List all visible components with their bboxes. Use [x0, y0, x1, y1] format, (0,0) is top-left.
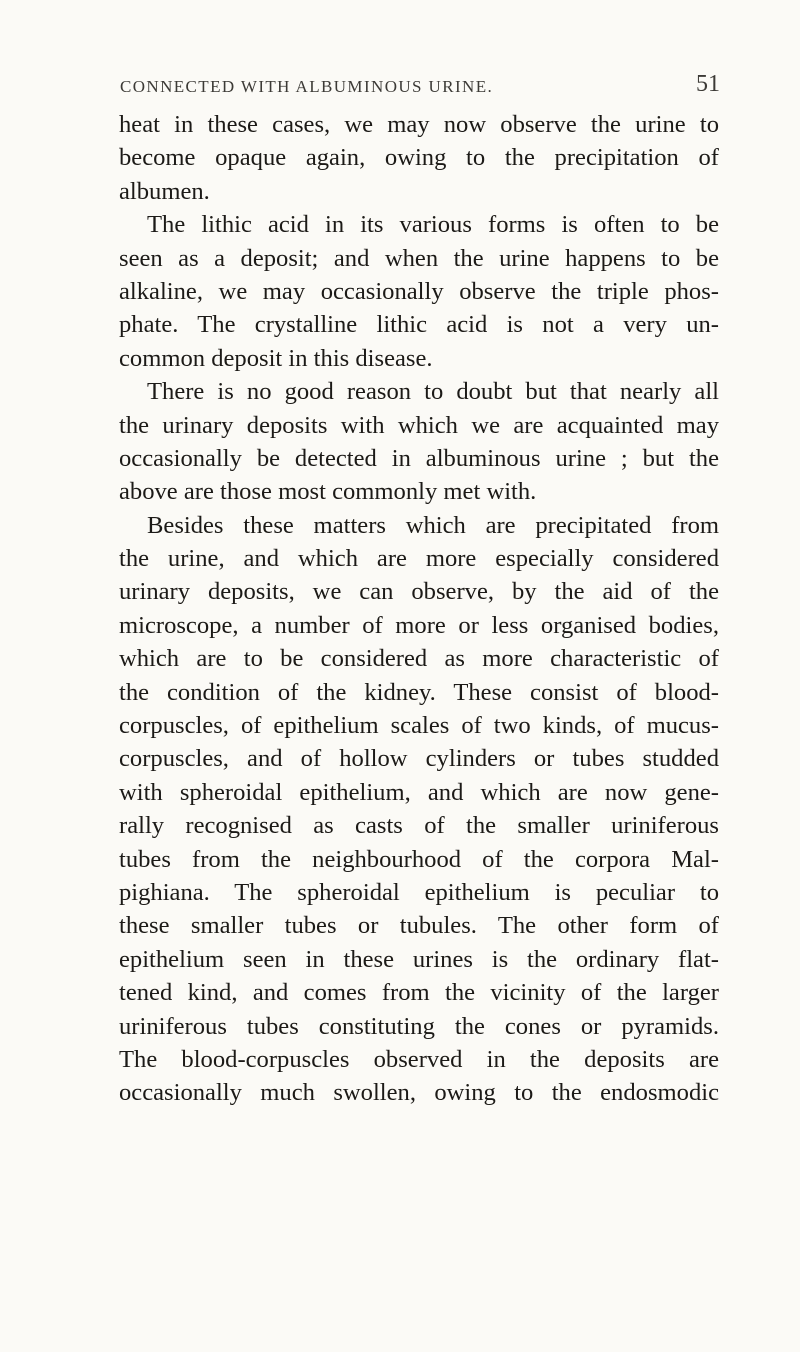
text-line: tubes from the neighbourhood of the corpora Mal-	[119, 845, 719, 873]
text-line: seen as a deposit; and when the urine happens to be	[119, 244, 719, 272]
text-line: occasionally be detected in albuminous urine ; but the	[119, 444, 719, 472]
text-line: above are those most commonly met with.	[119, 478, 537, 506]
text-line: heat in these cases, we may now observe the urine to	[119, 111, 719, 138]
text-line: tened kind, and comes from the vicinity of the larger	[119, 979, 719, 1007]
text-line: epithelium seen in these urines is the ordinary flat-	[119, 945, 719, 973]
text-line: pighiana. The spheroidal epithelium is peculiar to	[119, 878, 719, 906]
text-line: common deposit in this disease.	[119, 344, 433, 372]
text-line: corpuscles, of epithelium scales of two kinds, of mucus-	[119, 712, 719, 740]
text-line: the urinary deposits with which we are acquainted may	[119, 411, 719, 439]
text-line: the urine, and which are more especially considered	[119, 545, 719, 573]
text-line: microscope, a number of more or less organised bodies,	[119, 611, 719, 639]
text-line: The lithic acid in its various forms is often to be	[147, 211, 719, 239]
text-line: The blood-corpuscles observed in the deposits are	[119, 1045, 719, 1073]
text-line: urinary deposits, we can observe, by the aid of the	[119, 578, 719, 606]
text-line: these smaller tubes or tubules. The other form of	[119, 912, 719, 940]
text-line: rally recognised as casts of the smaller uriniferous	[119, 812, 719, 840]
running-title: CONNECTED WITH ALBUMINOUS URINE.	[120, 77, 494, 96]
text-line: uriniferous tubes constituting the cones or pyramids.	[119, 1012, 719, 1040]
text-line: occasionally much swollen, owing to the endosmodic	[119, 1079, 719, 1107]
page-number: 51	[696, 71, 720, 97]
text-line: albumen.	[119, 177, 210, 205]
text-line: which are to be considered as more characteristic of	[119, 645, 719, 673]
text-line: phate. The crystalline lithic acid is not a very un-	[119, 311, 719, 339]
text-line: corpuscles, and of hollow cylinders or tubes studded	[119, 745, 719, 773]
text-line: alkaline, we may occasionally observe the triple phos-	[119, 277, 719, 305]
text-line: become opaque again, owing to the precipitation of	[119, 144, 719, 172]
text-line: the condition of the kidney. These consist of blood-	[119, 678, 719, 706]
running-head	[120, 71, 720, 107]
text-line: There is no good reason to doubt but that nearly all	[147, 378, 719, 406]
body-text	[119, 108, 719, 1110]
text-line: with spheroidal epithelium, and which are now gene-	[119, 778, 719, 806]
text-line: Besides these matters which are precipitated from	[147, 511, 719, 539]
